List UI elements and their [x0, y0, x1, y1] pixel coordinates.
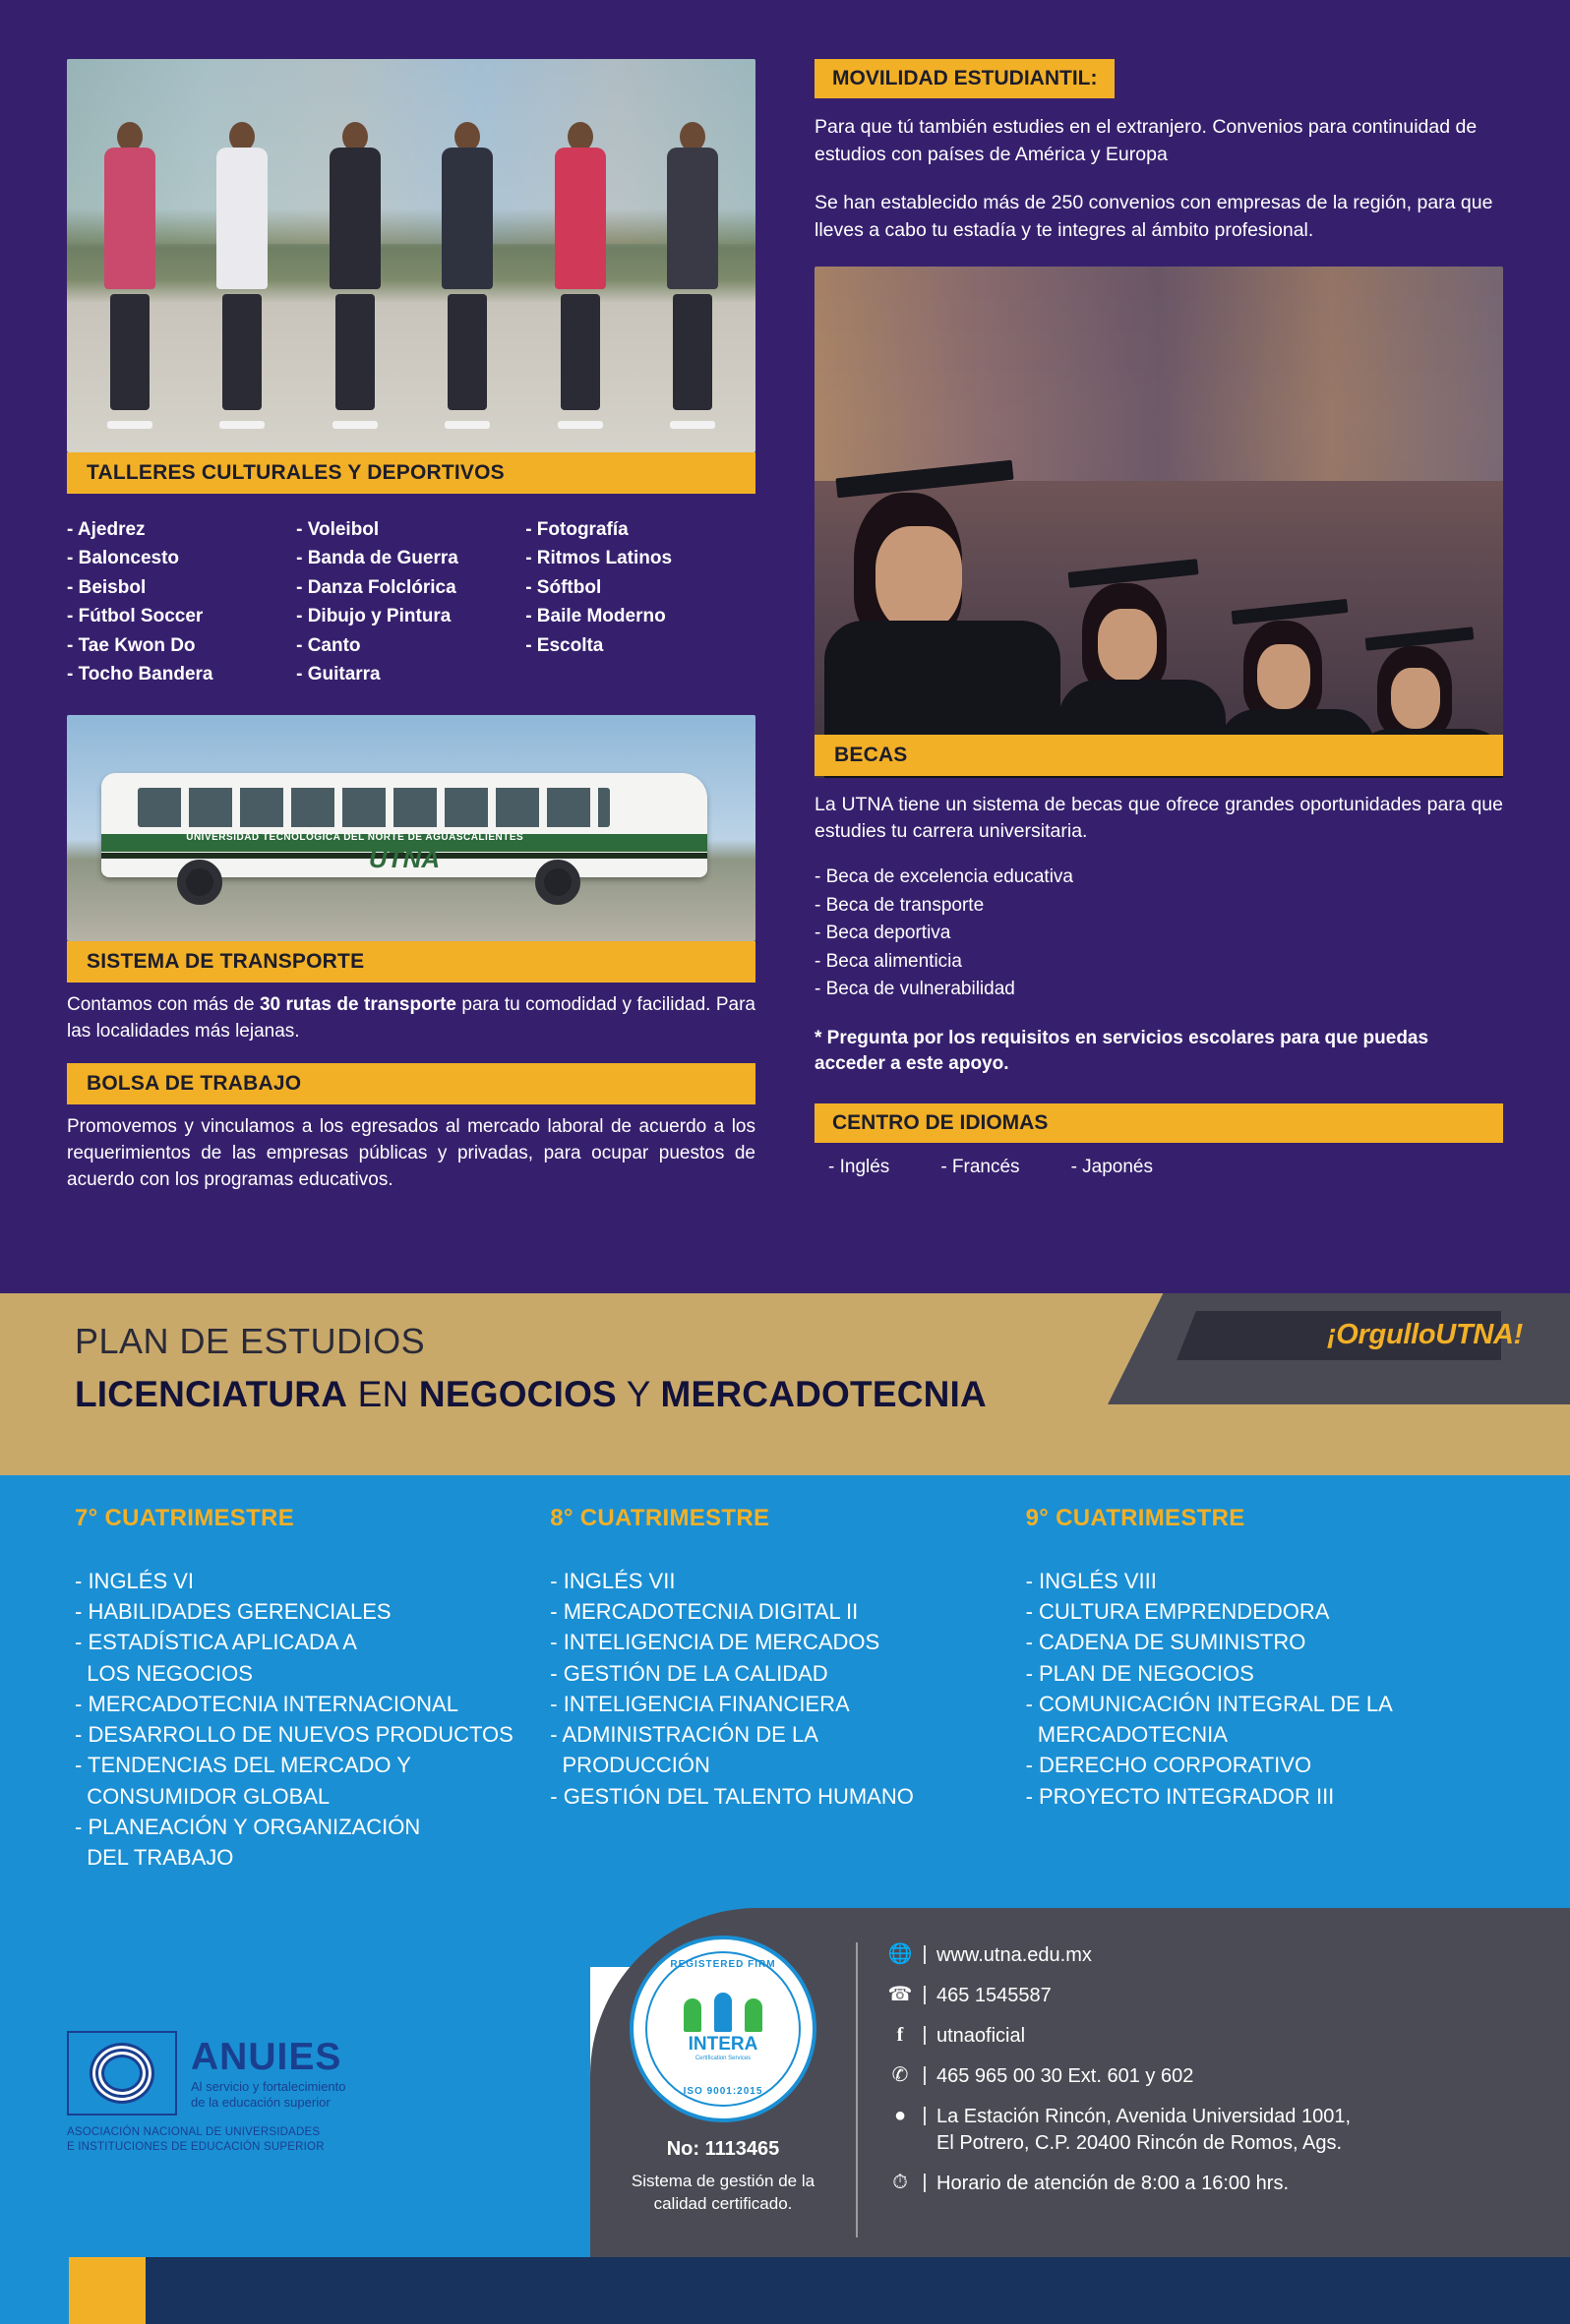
- bus-side-text: UNIVERSIDAD TECNOLÓGICA DEL NORTE DE AGUASCALIENTES: [186, 831, 524, 843]
- contact-phone-row[interactable]: ✆ | 465 965 00 30 Ext. 601 y 602: [885, 2063, 1351, 2090]
- athlete-figure: [650, 122, 735, 429]
- anuies-tagline-2: de la educación superior: [191, 2095, 331, 2110]
- anuies-mark-icon: [67, 2031, 177, 2115]
- cuatrimestre-list: [1026, 1566, 1501, 1812]
- left-column: [67, 59, 755, 1193]
- list-item: - ESTADÍSTICA APLICADA A: [75, 1630, 357, 1655]
- clock-icon: ⏱: [892, 2172, 908, 2193]
- list-item: - TENDENCIAS DEL MERCADO Y: [75, 1753, 411, 1778]
- title-y: Y: [626, 1374, 650, 1414]
- list-item: - Inglés: [828, 1156, 890, 1177]
- anuies-logo-box: [67, 2031, 421, 2115]
- anuies-logo: [67, 2031, 421, 2155]
- footer-divider: [856, 1942, 858, 2237]
- anuies-name-block: [191, 2036, 346, 2112]
- becas-list: [815, 864, 1503, 1004]
- list-item: MERCADOTECNIA: [1025, 1722, 1228, 1748]
- seal-brand-sub: Certification Services: [694, 2056, 752, 2061]
- list-item: - Tocho Bandera: [67, 664, 213, 685]
- movilidad-paragraph-2: Se han establecido más de 250 convenios con empresas de la región, para que lleves a cabo tu estadía y te integres al ámbito profesional.: [815, 192, 1493, 242]
- list-item: - Tae Kwon Do: [67, 634, 196, 656]
- title-licenciatura: LICENCIATURA: [75, 1374, 348, 1414]
- list-item: - Beca de excelencia educativa: [815, 866, 1073, 888]
- list-item: - Danza Folclórica: [296, 576, 456, 598]
- athlete-figure: [538, 122, 623, 429]
- title-negocios: NEGOCIOS: [418, 1374, 617, 1414]
- becas-heading: BECAS: [815, 735, 1503, 776]
- contact-whatsapp-row[interactable]: ☎ | 465 1545587: [885, 1983, 1351, 2009]
- cuatrimestre-list: [550, 1566, 1025, 1812]
- anuies-footer-1: ASOCIACIÓN NACIONAL DE UNIVERSIDADES: [67, 2126, 321, 2138]
- facebook-icon: f: [896, 2024, 904, 2046]
- athletes-photo: [67, 59, 755, 452]
- list-item: - INGLÉS VII: [550, 1569, 676, 1593]
- photo-background-blur: [815, 267, 1503, 481]
- becas-text: La UTNA tiene un sistema de becas que ofrece grandes oportunidades para que estudies tu carrera universitaria.: [815, 793, 1503, 843]
- seal-registered-text: REGISTERED FIRM: [670, 1959, 776, 1970]
- list-item: - PROYECTO INTEGRADOR III: [1025, 1783, 1335, 1809]
- seal-brand: INTERA: [688, 2034, 758, 2055]
- list-item: - Ajedrez: [67, 519, 146, 540]
- contact-address-line2: El Potrero, C.P. 20400 Rincón de Romos, Ags.: [936, 2132, 1343, 2154]
- list-item: - Dibujo y Pintura: [296, 606, 452, 627]
- bus-photo: [67, 715, 755, 941]
- transporte-text-part1: Contamos con más de: [67, 993, 260, 1015]
- list-item: - INGLÉS VIII: [1025, 1569, 1157, 1593]
- athletes-group: [88, 122, 735, 429]
- phone-icon: ✆: [891, 2064, 909, 2086]
- idiomas-heading: CENTRO DE IDIOMAS: [815, 1103, 1503, 1143]
- cuatrimestre-8: [550, 1505, 1025, 1873]
- contact-phone[interactable]: 465 965 00 30 Ext. 601 y 602: [936, 2065, 1194, 2087]
- list-item: - CULTURA EMPRENDEDORA: [1025, 1599, 1330, 1625]
- footer-strip-blue: [0, 2257, 69, 2324]
- transporte-text-part2: para tu comodidad y facilidad. Para las localidades más lejanas.: [67, 993, 755, 1042]
- list-item: - Fútbol Soccer: [67, 606, 204, 627]
- list-item: - Japonés: [1070, 1156, 1154, 1177]
- list-item: - Baloncesto: [67, 548, 180, 569]
- cuatrimestre-title: 7° CUATRIMESTRE: [75, 1505, 294, 1531]
- list-item: - GESTIÓN DE LA CALIDAD: [550, 1660, 828, 1686]
- whatsapp-icon: ☎: [887, 1984, 913, 2005]
- footer-strip-navy: [146, 2257, 1570, 2324]
- list-item: - Canto: [296, 634, 361, 656]
- seal-iso-text: ISO 9001:2015: [683, 2086, 763, 2097]
- talleres-column-3: [525, 515, 755, 689]
- bus-logo: UTNA: [368, 844, 441, 874]
- transporte-text-bold: 30 rutas de transporte: [259, 993, 456, 1015]
- list-item: - GESTIÓN DEL TALENTO HUMANO: [550, 1783, 914, 1809]
- orgullo-text: [1327, 1319, 1523, 1351]
- list-item: - PLANEACIÓN Y ORGANIZACIÓN: [75, 1814, 421, 1839]
- list-item: - Voleibol: [296, 519, 380, 540]
- list-item: - ADMINISTRACIÓN DE LA: [550, 1722, 818, 1748]
- movilidad-paragraph-1: Para que tú también estudies en el extranjero. Convenios para continuidad de estudios con países de América y Europa: [815, 116, 1478, 165]
- seal-people-icon: [684, 1991, 762, 2032]
- contact-facebook[interactable]: utnaoficial: [936, 2025, 1026, 2047]
- list-item: - MERCADOTECNIA INTERNACIONAL: [75, 1691, 458, 1716]
- seal-number: No: 1113465: [666, 2138, 780, 2160]
- list-item: - INTELIGENCIA DE MERCADOS: [550, 1630, 880, 1655]
- anuies-tagline-1: Al servicio y fortalecimiento: [191, 2078, 346, 2094]
- graduates-photo: [815, 267, 1503, 778]
- orgullo-text-part2: UTNA!: [1435, 1319, 1523, 1350]
- contact-website-row[interactable]: 🌐 | www.utna.edu.mx: [885, 1942, 1351, 1969]
- contact-hours: Horario de atención de 8:00 a 16:00 hrs.: [936, 2173, 1290, 2194]
- athlete-figure: [88, 122, 172, 429]
- idiomas-list: [815, 1157, 1503, 1178]
- iso-certification-seal: [630, 1936, 816, 2122]
- seal-caption-1: Sistema de gestión de la: [631, 2172, 815, 2190]
- anuies-footer-2: E INSTITUCIONES DE EDUCACIÓN SUPERIOR: [67, 2140, 325, 2153]
- seal-caption: [590, 2136, 856, 2216]
- contact-facebook-row[interactable]: f | utnaoficial: [885, 2023, 1351, 2050]
- list-item: - HABILIDADES GERENCIALES: [75, 1599, 392, 1625]
- list-item: - CADENA DE SUMINISTRO: [1025, 1630, 1306, 1655]
- list-item: - PLAN DE NEGOCIOS: [1025, 1660, 1254, 1686]
- list-item: - Francés: [940, 1156, 1020, 1177]
- list-item: LOS NEGOCIOS: [75, 1660, 253, 1686]
- cuatrimestre-7: [75, 1505, 550, 1873]
- list-item: CONSUMIDOR GLOBAL: [75, 1783, 331, 1809]
- globe-icon: 🌐: [887, 1943, 913, 1965]
- list-item: - COMUNICACIÓN INTEGRAL DE LA: [1025, 1691, 1393, 1716]
- bus-wheel: [177, 860, 222, 905]
- anuies-name: ANUIES: [191, 2035, 342, 2078]
- list-item: - INTELIGENCIA FINANCIERA: [550, 1691, 850, 1716]
- orgullo-text-part1: ¡Orgullo: [1326, 1319, 1436, 1350]
- cuatrimestre-9: [1026, 1505, 1501, 1873]
- athlete-figure: [313, 122, 397, 429]
- plan-pretitle: PLAN DE ESTUDIOS: [75, 1321, 426, 1361]
- list-item: - Fotografía: [525, 519, 629, 540]
- location-pin-icon: ●: [893, 2105, 907, 2126]
- list-item: - Guitarra: [296, 664, 381, 685]
- cuatrimestre-list: [75, 1566, 550, 1873]
- footer-strip-yellow: [69, 2257, 146, 2324]
- transporte-heading: SISTEMA DE TRANSPORTE: [67, 941, 755, 983]
- list-item: - Ritmos Latinos: [525, 548, 673, 569]
- list-item: - Beca alimenticia: [815, 950, 962, 972]
- list-item: - DERECHO CORPORATIVO: [1025, 1753, 1312, 1778]
- becas-note: * Pregunta por los requisitos en servicios escolares para que puedas acceder a este apoyo.: [815, 1027, 1429, 1075]
- cuatrimestre-title: 9° CUATRIMESTRE: [1025, 1505, 1245, 1531]
- plan-header: [0, 1293, 1570, 1475]
- list-item: DEL TRABAJO: [75, 1845, 234, 1871]
- athlete-figure: [425, 122, 510, 429]
- bolsa-heading: BOLSA DE TRABAJO: [67, 1063, 755, 1104]
- list-item: - DESARROLLO DE NUEVOS PRODUCTOS: [75, 1722, 513, 1748]
- contact-hours-row: ⏱ | Horario de atención de 8:00 a 16:00 hrs.: [885, 2171, 1351, 2197]
- talleres-heading: TALLERES CULTURALES Y DEPORTIVOS: [67, 452, 755, 494]
- talleres-column-1: [67, 515, 296, 689]
- athlete-figure: [200, 122, 284, 429]
- contact-whatsapp[interactable]: 465 1545587: [936, 1985, 1052, 2006]
- contact-address-line1: La Estación Rincón, Avenida Universidad 1001,: [936, 2106, 1352, 2127]
- list-item: - Sóftbol: [525, 576, 602, 598]
- contact-address-row: ● | La Estación Rincón, Avenida Universidad 1001, El Potrero, C.P. 20400 Rincón de Romos, Ags.: [885, 2104, 1351, 2157]
- page-title: [75, 1374, 987, 1415]
- list-item: - Beisbol: [67, 576, 147, 598]
- list-item: - MERCADOTECNIA DIGITAL II: [550, 1599, 859, 1625]
- cuatrimestre-columns: [75, 1505, 1501, 1873]
- list-item: - Beca de vulnerabilidad: [815, 979, 1015, 1000]
- talleres-column-2: [296, 515, 525, 689]
- list-item: - Baile Moderno: [525, 606, 666, 627]
- seal-caption-2: calidad certificado.: [653, 2193, 793, 2213]
- list-item: - Banda de Guerra: [296, 548, 458, 569]
- list-item: - Escolta: [525, 634, 604, 656]
- title-mercadotecnia: MERCADOTECNIA: [660, 1374, 987, 1414]
- contact-website[interactable]: www.utna.edu.mx: [936, 1944, 1092, 1966]
- list-item: - Beca de transporte: [815, 894, 985, 916]
- list-item: - INGLÉS VI: [75, 1569, 195, 1593]
- talleres-list: [67, 515, 755, 689]
- bus-windows: [138, 788, 610, 827]
- transporte-text: [67, 992, 755, 1045]
- movilidad-heading: MOVILIDAD ESTUDIANTIL:: [815, 59, 1115, 98]
- list-item: - Beca deportiva: [815, 923, 951, 944]
- curriculum-section: [0, 1475, 1570, 1967]
- list-item: PRODUCCIÓN: [550, 1753, 710, 1778]
- title-en: EN: [357, 1374, 409, 1414]
- bus-wheel: [535, 860, 580, 905]
- contact-info: [885, 1942, 1351, 2211]
- bolsa-text: Promovemos y vinculamos a los egresados al mercado laboral de acuerdo a los requerimientos de las empresas públicas y privadas, para ocupar puestos de acuerdo con los programas educativos.: [67, 1115, 755, 1190]
- right-column: [815, 59, 1503, 1178]
- cuatrimestre-title: 8° CUATRIMESTRE: [550, 1505, 770, 1531]
